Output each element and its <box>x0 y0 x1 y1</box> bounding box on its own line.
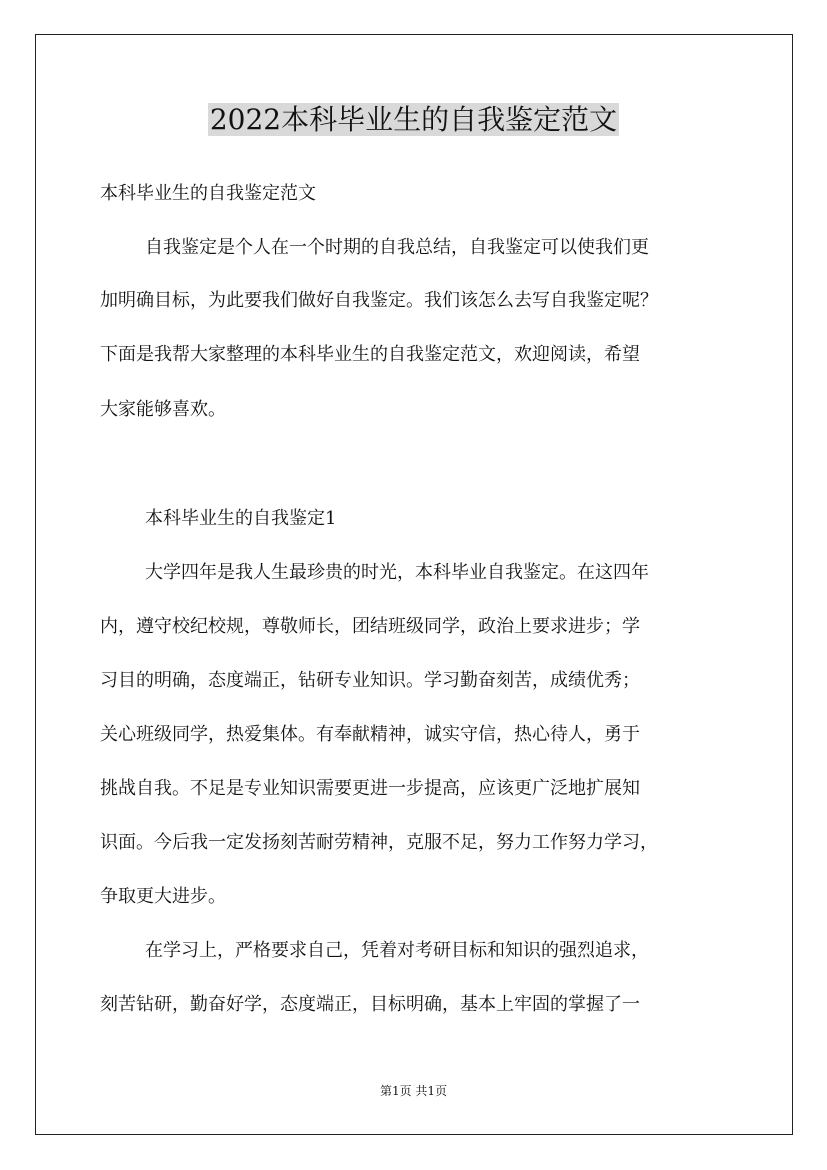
body-line: 下面是我帮大家整理的本科毕业生的自我鉴定范文，欢迎阅读，希望 <box>100 344 640 365</box>
body-line: 争取更大进步。 <box>100 886 226 907</box>
body-line: 习目的明确，态度端正，钻研专业知识。学习勤奋刻苦，成绩优秀； <box>100 670 640 691</box>
section-heading: 本科毕业生的自我鉴定1 <box>145 508 337 529</box>
body-line: 识面。今后我一定发扬刻苦耐劳精神，克服不足，努力工作努力学习， <box>100 832 658 853</box>
document-title <box>0 100 827 140</box>
body-line: 大家能够喜欢。 <box>100 399 226 420</box>
body-line: 关心班级同学，热爱集体。有奉献精神，诚实守信，热心待人，勇于 <box>100 724 640 745</box>
body-line: 自我鉴定是个人在一个时期的自我总结，自我鉴定可以使我们更 <box>145 237 649 258</box>
body-line: 刻苦钻研，勤奋好学，态度端正，目标明确，基本上牢固的掌握了一 <box>100 994 640 1015</box>
body-line: 在学习上，严格要求自己，凭着对考研目标和知识的强烈追求， <box>145 940 649 961</box>
body-line: 挑战自我。不足是专业知识需要更进一步提高，应该更广泛地扩展知 <box>100 778 640 799</box>
subtitle-line: 本科毕业生的自我鉴定范文 <box>100 183 316 204</box>
body-line: 加明确目标，为此要我们做好自我鉴定。我们该怎么去写自我鉴定呢？ <box>100 290 658 311</box>
body-line: 内，遵守校纪校规，尊敬师长，团结班级同学，政治上要求进步；学 <box>100 616 640 637</box>
document-title-text: 2022本科毕业生的自我鉴定范文 <box>209 103 618 136</box>
page-footer: 第1页 共1页 <box>379 1084 448 1098</box>
body-line: 大学四年是我人生最珍贵的时光，本科毕业自我鉴定。在这四年 <box>145 562 649 583</box>
